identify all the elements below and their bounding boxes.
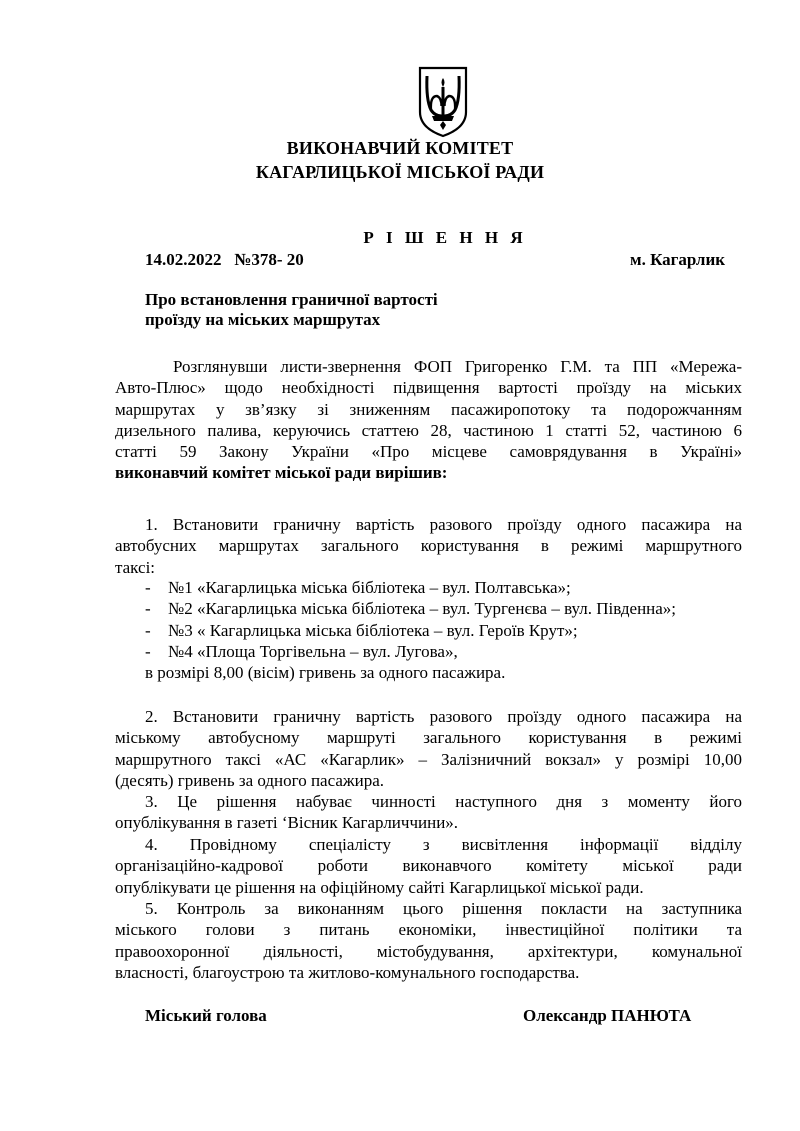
item-5-line-4: власності, благоустрою та житлово-комунального господарства. [115, 962, 580, 982]
topic-line-2: проїзду на міських маршрутах [145, 310, 381, 329]
route-2: №2 «Кагарлицька міська бібліотека – вул. Тургенєва – вул. Південна»; [168, 599, 677, 618]
route-3: №3 « Кагарлицька міська бібліотека – вул. Героїв Крут»; [168, 621, 578, 640]
item-3-line-1: 3. Це рішення набуває чинності наступного дня з моменту його [145, 792, 742, 811]
place: м. Кагарлик [630, 250, 726, 269]
item-1-line-1: 1. Встановити граничну вартість разового проїзду одного пасажира на [145, 515, 742, 534]
item-4-line-3: опублікувати це рішення на офіційному сайті Кагарлицької міської ради. [115, 877, 644, 897]
item-2-line-4: (десять) гривень за одного пасажира. [115, 770, 385, 790]
signature-name: Олександр ПАНЮТА [523, 1006, 692, 1025]
item-5-paragraph [115, 898, 742, 983]
preamble-line-1: Розглянувши листи-звернення ФОП Григоренко Г.М. та ПП «Мережа- [173, 357, 742, 376]
header-line-2: КАГАРЛИЦЬКОЇ МІСЬКОЇ РАДИ [255, 162, 545, 182]
item-5-line-1: 5. Контроль за виконанням цього рішення покласти на заступника [145, 899, 742, 918]
item-2-line-1: 2. Встановити граничну вартість разового проїзду одного пасажира на [145, 707, 742, 726]
route-1: №1 «Кагарлицька міська бібліотека – вул. Полтавська»; [168, 578, 571, 597]
decision-topic [145, 290, 438, 330]
item-2-paragraph [115, 706, 742, 791]
trident-coat-of-arms-icon [417, 66, 469, 138]
route-4: №4 «Площа Торгівельна – вул. Лугова», [168, 642, 458, 661]
topic-line-1: Про встановлення граничної вартості [145, 290, 438, 309]
item-2-line-3: маршрутного таксі «АС «Кагарлик» – Залізничний вокзал» у розмірі 10,00 [115, 749, 742, 769]
preamble-paragraph [115, 356, 742, 484]
route-item: - №3 « Кагарлицька міська бібліотека – вул. Героїв Крут»; [145, 621, 578, 640]
preamble-line-2: Авто-Плюс» щодо необхідності підвищення вартості проїзду на міських [115, 378, 742, 398]
item-1-line-3: таксі: [115, 557, 156, 577]
item-4-line-1: 4. Провідному спеціалісту з висвітлення інформації відділу [145, 835, 742, 854]
item-3-line-2: опублікування в газеті ‘Вісник Кагарличчини». [115, 813, 459, 833]
item-2-line-2: міському автобусному маршруті загального користування в режимі [115, 728, 742, 748]
item-1-line-2: автобусних маршрутах загального користування в режимі маршрутного [115, 536, 742, 556]
item-3-paragraph [115, 791, 742, 834]
document-title: Р І Ш Е Н Н Я [363, 228, 527, 247]
route-item: - №1 «Кагарлицька міська бібліотека – вул. Полтавська»; [145, 578, 571, 597]
item-5-line-3: правоохоронної діяльності, містобудування, архітектури, комунальної [115, 941, 742, 961]
date-number: 14.02.2022 №378- 20 [145, 250, 304, 269]
item-1-paragraph [115, 514, 742, 578]
preamble-line-5: статті 59 Закону України «Про місцеве самоврядування в Україні» [115, 442, 742, 462]
item-1-price: в розмірі 8,00 (вісім) гривень за одного пасажира. [145, 663, 506, 682]
preamble-line-3: маршрутах у зв’язку зі зниженням пасажиропотоку та подорожчанням [115, 399, 742, 419]
preamble-line-4: дизельного палива, керуючись статтею 28, частиною 1 статті 52, частиною 6 [115, 420, 742, 440]
route-item: - №2 «Кагарлицька міська бібліотека – вул. Тургенєва – вул. Південна»; [145, 599, 677, 618]
item-4-line-2: організаційно-кадрової роботи виконавчого комітету міської ради [115, 856, 742, 876]
route-item: - №4 «Площа Торгівельна – вул. Лугова», [145, 642, 458, 661]
item-4-paragraph [115, 834, 742, 898]
item-5-line-2: міського голови з питань економіки, інвестиційної політики та [115, 920, 742, 940]
preamble-line-6: виконавчий комітет міської ради вирішив: [115, 463, 448, 483]
header-line-1: ВИКОНАВЧИЙ КОМІТЕТ [286, 138, 514, 158]
signature-position: Міський голова [145, 1006, 267, 1025]
